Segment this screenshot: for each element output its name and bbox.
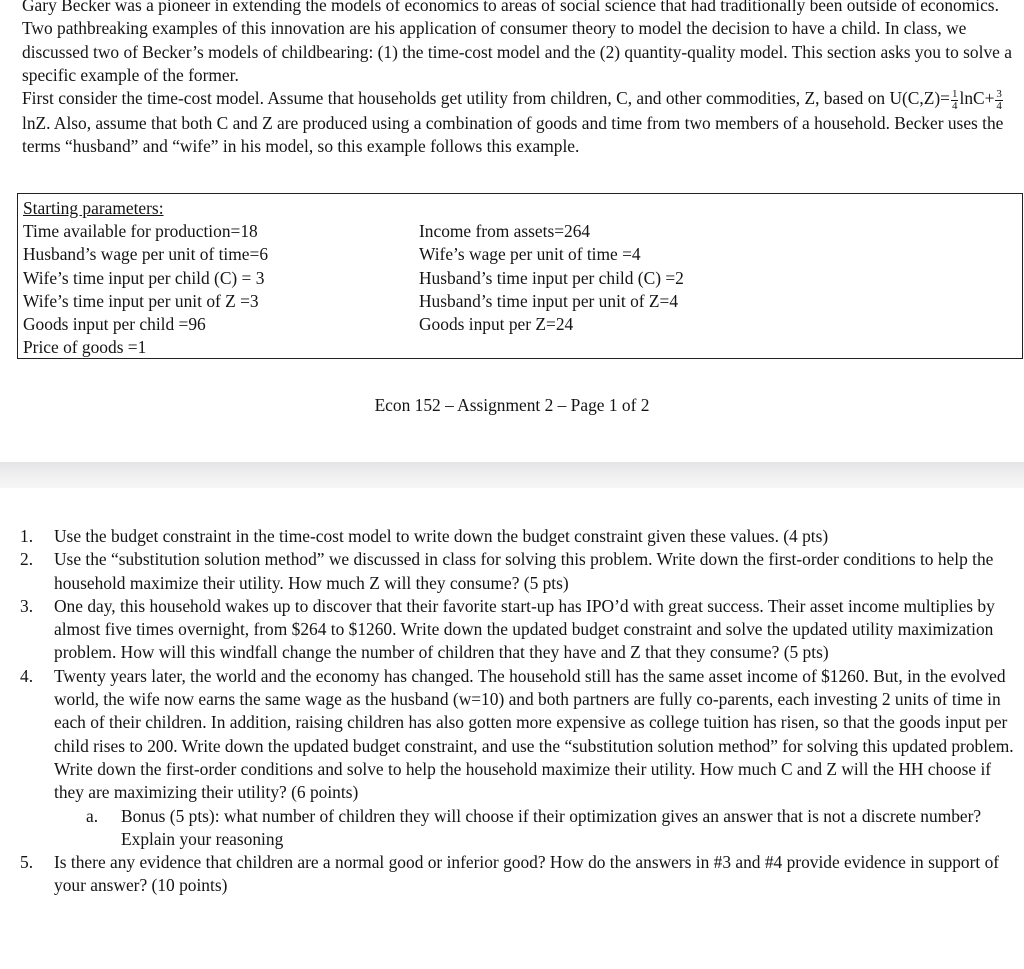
- question-text: Is there any evidence that children are a normal good or inferior good? How do the answers in #3 and #4 provide evidence in support of your answer? (10 points): [54, 852, 1000, 896]
- fraction-three-quarters: [995, 89, 1003, 112]
- question-item: [20, 548, 1016, 595]
- page-separator: [0, 462, 1024, 488]
- parameter-item: Price of goods =1: [23, 337, 147, 358]
- parameters-right-column: [419, 220, 684, 336]
- page-footer: Econ 152 – Assignment 2 – Page 1 of 2: [374, 395, 650, 415]
- parameter-item: Husband’s time input per unit of Z=4: [419, 290, 679, 311]
- parameter-item: Goods input per Z=24: [419, 314, 574, 335]
- question-text: Twenty years later, the world and the economy has changed. The household still has the same asset income of $1260. But, in the evolved world, the wife now earns the same wage as the husband (w=10) and both partners are fully co-parents, each investing 2 units of time in each of their children. In addition, raising children has also gotten more expensive as college tuition has risen, so that the goods input per child rises to 200. Write down the updated budget constraint, and use the “substitution solution method” for solving this updated problem. Write down the first-order conditions and solve to help the household maximize their utility. How much C and Z will the HH choose if they are maximizing their utility? (6 points): [54, 665, 1014, 803]
- parameter-item: Wife’s time input per child (C) = 3: [23, 267, 265, 288]
- fraction-numerator: 1: [951, 87, 958, 100]
- question-text: Use the “substitution solution method” we discussed in class for solving this problem. Write down the first-order conditions to help the household maximize their utility. How much Z will they consume? (5 pts): [54, 549, 994, 593]
- question-text: Use the budget constraint in the time-cost model to write down the budget constraint given these values. (4 pts): [54, 526, 829, 546]
- intro-paragraph-1: Gary Becker was a pioneer in extending the models of economics to areas of social science that had traditionally been outside of economics. Two pathbreaking examples of this innovation are his application of consumer theory to model the decision to have a child. In class, we discussed two of Becker’s models of childbearing: (1) the time-cost model and the (2) quantity-quality model. This section asks you to solve a specific example of the former.: [22, 0, 1012, 85]
- utility-middle-term: lnC+: [959, 88, 995, 109]
- sub-question-text: Bonus (5 pts): what number of children they will choose if their optimization gives an answer that is not a discrete number? Explain your reasoning: [121, 805, 982, 849]
- question-item: [20, 525, 1016, 548]
- intro-paragraph-2-start: First consider the time-cost model. Assume that households get utility from children, C, and other commodities, Z, based on U(C,Z)=: [22, 88, 950, 109]
- fraction-denominator: 4: [951, 99, 958, 112]
- starting-parameters-box: [17, 193, 1023, 359]
- question-number: 4.: [20, 665, 34, 686]
- intro-paragraph-2: [22, 87, 1014, 158]
- parameter-item: Time available for production=18: [23, 221, 258, 241]
- parameters-left-column: [23, 220, 268, 360]
- intro-paragraph-2-end: lnZ. Also, assume that both C and Z are produced using a combination of goods and time from two members of a household. Becker uses the terms “husband” and “wife” in his model, so this example follows this example.: [22, 112, 1004, 156]
- parameter-item: Wife’s time input per unit of Z =3: [23, 290, 259, 311]
- question-item: [20, 595, 1016, 665]
- question-number: 2.: [20, 549, 34, 570]
- question-number: 1.: [20, 526, 34, 546]
- intro-section: [22, 0, 1014, 158]
- fraction-numerator: 3: [996, 87, 1002, 100]
- parameter-item: Income from assets=264: [419, 221, 591, 241]
- fraction-denominator: 4: [996, 99, 1002, 112]
- fraction-one-quarter: [951, 89, 959, 112]
- parameter-item: Husband’s time input per child (C) =2: [419, 267, 684, 288]
- document-page-2: [0, 488, 1024, 969]
- document-page-1: [0, 0, 1024, 462]
- question-item: [20, 851, 1016, 898]
- question-text: One day, this household wakes up to discover that their favorite start-up has IPO’d with great success. Their asset income multiplies by almost five times overnight, from $264 to $1260. Write down the updated budget constraint and solve the updated utility maximization problem. How will this windfall change the number of children that they have and Z that they consume? (5 pts): [54, 595, 995, 663]
- parameter-item: Wife’s wage per unit of time =4: [419, 244, 641, 265]
- parameters-heading: Starting parameters:: [23, 198, 164, 218]
- parameter-item: Husband’s wage per unit of time=6: [23, 244, 269, 265]
- sub-question-letter: a.: [86, 805, 99, 826]
- question-number: 3.: [20, 595, 34, 616]
- question-number: 5.: [20, 852, 34, 873]
- question-list: [20, 525, 1016, 898]
- question-item: [20, 665, 1016, 805]
- bonus-sub-question: [86, 805, 1016, 852]
- parameter-item: Goods input per child =96: [23, 314, 206, 335]
